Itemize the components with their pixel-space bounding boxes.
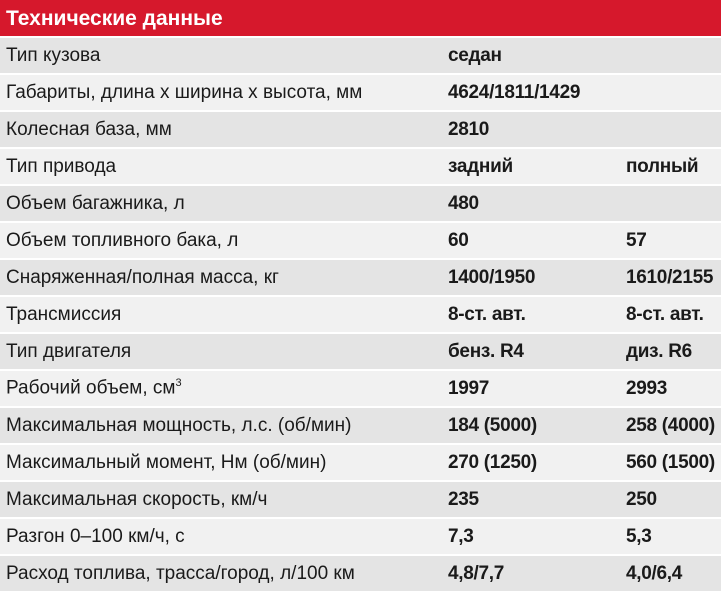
- table-row: [0, 297, 721, 334]
- table-row: [0, 408, 721, 445]
- table-row: [0, 38, 721, 75]
- value-all-wheel-drive: 2993: [626, 377, 668, 399]
- value-rear-drive: 4624/1811/1429: [448, 81, 581, 103]
- table-row: [0, 445, 721, 482]
- value-rear-drive: 184 (5000): [448, 414, 537, 436]
- value-all-wheel-drive: 8-ст. авт.: [626, 303, 704, 325]
- row-label-text: Габариты, длина х ширина х высота, мм: [6, 81, 363, 103]
- value-rear-drive: 60: [448, 229, 469, 251]
- value-rear-drive: 270 (1250): [448, 451, 537, 473]
- value-all-wheel-drive: 560 (1500): [626, 451, 715, 473]
- row-label-text: Максимальная скорость, км/ч: [6, 488, 268, 510]
- row-label: [0, 452, 448, 474]
- row-label: [0, 377, 448, 399]
- value-all-wheel-drive: 57: [626, 229, 647, 251]
- table-row: [0, 260, 721, 297]
- table-row: [0, 186, 721, 223]
- table-title: Технические данные: [0, 0, 721, 38]
- row-label: [0, 193, 448, 215]
- value-all-wheel-drive: полный: [626, 155, 699, 177]
- row-label-text: Объем топливного бака, л: [6, 229, 239, 251]
- value-rear-drive: 2810: [448, 118, 490, 140]
- value-rear-drive: 1400/1950: [448, 266, 536, 288]
- row-label-text: Тип привода: [6, 155, 117, 177]
- value-rear-drive: 1997: [448, 377, 490, 399]
- row-label: [0, 341, 448, 363]
- row-label: [0, 526, 448, 548]
- value-rear-drive: бенз. R4: [448, 340, 524, 362]
- unit-superscript: 3: [175, 377, 182, 390]
- row-label-text: Рабочий объем, см: [6, 377, 176, 399]
- row-label-text: Объем багажника, л: [6, 192, 185, 214]
- value-all-wheel-drive: 258 (4000): [626, 414, 715, 436]
- value-rear-drive: 7,3: [448, 525, 474, 547]
- value-rear-drive: 480: [448, 192, 479, 214]
- value-all-wheel-drive: 5,3: [626, 525, 652, 547]
- row-label-text: Расход топлива, трасса/город, л/100 км: [6, 562, 355, 584]
- row-label: [0, 156, 448, 178]
- table-row: [0, 149, 721, 186]
- row-label-text: Максимальная мощность, л.с. (об/мин): [6, 414, 352, 436]
- table-row: [0, 112, 721, 149]
- row-label: [0, 415, 448, 437]
- value-all-wheel-drive: 250: [626, 488, 657, 510]
- table-row: [0, 223, 721, 260]
- value-all-wheel-drive: 4,0/6,4: [626, 562, 683, 584]
- value-rear-drive: 8-ст. авт.: [448, 303, 526, 325]
- row-label: [0, 45, 448, 67]
- row-label-text: Максимальный момент, Нм (об/мин): [6, 451, 327, 473]
- row-label-text: Снаряженная/полная масса, кг: [6, 266, 279, 288]
- spec-rows: [0, 38, 721, 593]
- table-row: [0, 519, 721, 556]
- row-label: [0, 119, 448, 141]
- row-label: [0, 82, 448, 104]
- row-label-text: Разгон 0–100 км/ч, с: [6, 525, 185, 547]
- table-row: [0, 482, 721, 519]
- row-label-text: Колесная база, мм: [6, 118, 172, 140]
- value-rear-drive: 4,8/7,7: [448, 562, 505, 584]
- value-rear-drive: задний: [448, 155, 513, 177]
- row-label: [0, 267, 448, 289]
- row-label: [0, 489, 448, 511]
- row-label-text: Тип двигателя: [6, 340, 132, 362]
- value-rear-drive: 235: [448, 488, 479, 510]
- value-all-wheel-drive: 1610/2155: [626, 266, 714, 288]
- table-row: [0, 556, 721, 593]
- row-label-text: Тип кузова: [6, 44, 101, 66]
- row-label: [0, 304, 448, 326]
- value-all-wheel-drive: диз. R6: [626, 340, 692, 362]
- row-label: [0, 230, 448, 252]
- table-row: [0, 334, 721, 371]
- row-label-text: Трансмиссия: [6, 303, 122, 325]
- table-row: [0, 75, 721, 112]
- value-rear-drive: седан: [448, 44, 502, 66]
- table-row: [0, 371, 721, 408]
- row-label: [0, 563, 448, 585]
